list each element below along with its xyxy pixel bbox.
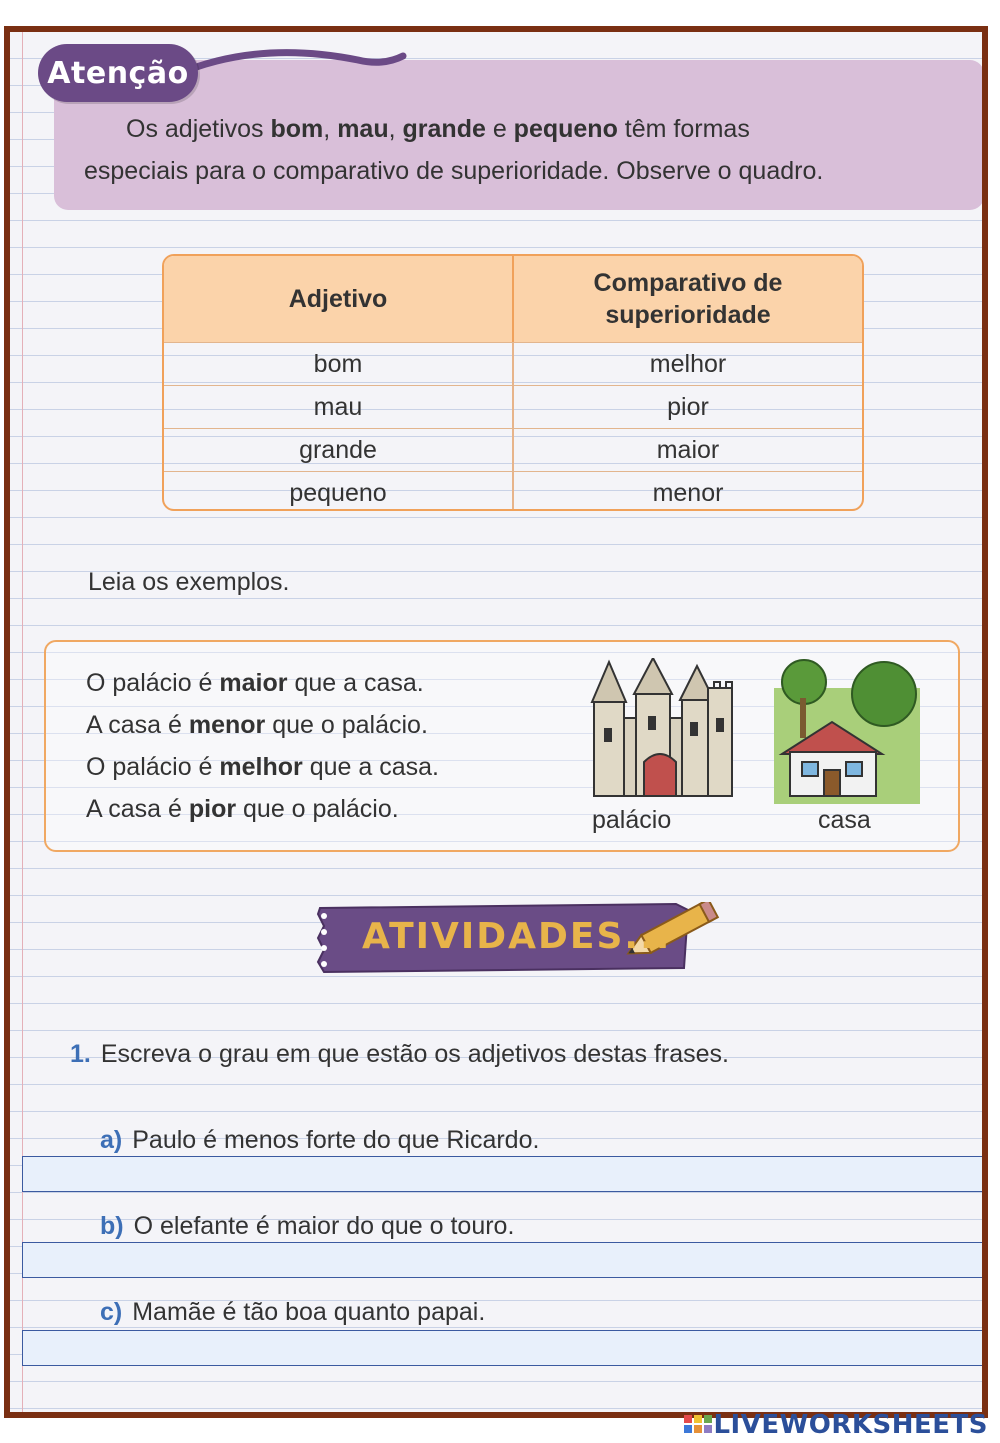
attention-tab	[38, 44, 198, 102]
question-1	[70, 1040, 729, 1069]
answer-field-c[interactable]	[22, 1330, 988, 1366]
table-row	[164, 342, 862, 385]
cell-adjective: grande	[164, 429, 514, 471]
answer-field-a[interactable]	[22, 1156, 988, 1192]
text-span: e	[485, 115, 514, 143]
attention-text	[84, 108, 964, 192]
text-span: que a casa.	[302, 753, 439, 781]
bold-word: melhor	[219, 753, 303, 781]
text-span: A casa é	[86, 711, 189, 739]
example-sentence	[86, 704, 439, 746]
cell-adjective: bom	[164, 343, 514, 385]
example-sentence	[86, 746, 439, 788]
caption-palace: palácio	[592, 806, 672, 834]
cell-comparative: maior	[656, 435, 720, 464]
caption-house: casa	[818, 806, 871, 834]
item-b	[100, 1212, 514, 1241]
bold-word: mau	[337, 115, 389, 143]
margin-line	[22, 32, 23, 1412]
house-illustration	[774, 658, 920, 804]
text-span: têm formas	[617, 115, 750, 143]
cell-comparative: melhor	[649, 349, 727, 378]
table-row	[164, 471, 862, 511]
table-header	[164, 256, 862, 342]
item-letter: b)	[100, 1212, 124, 1240]
cell-comparative: menor	[652, 478, 724, 507]
bold-word: maior	[219, 669, 288, 697]
example-sentence	[86, 788, 439, 830]
table-row	[164, 428, 862, 471]
item-letter: c)	[100, 1298, 123, 1326]
swoosh-decoration	[178, 46, 408, 86]
text-span: ,	[388, 115, 403, 143]
activities-title: ATIVIDADES...	[362, 916, 672, 957]
table-row	[164, 385, 862, 428]
text-span: ,	[323, 115, 338, 143]
header-adjective: Adjetivo	[164, 256, 514, 342]
text-span: Os adjetivos	[126, 115, 271, 143]
bold-word: pequeno	[513, 115, 618, 143]
question-text: Escreva o grau em que estão os adjetivos destas frases.	[100, 1040, 729, 1068]
header-comparative: Comparativo de superioridade	[593, 269, 783, 329]
example-sentences	[86, 662, 439, 830]
comparative-table	[162, 254, 864, 511]
bold-word: bom	[270, 115, 324, 143]
item-a	[100, 1126, 539, 1155]
text-span: O palácio é	[86, 753, 220, 781]
logo-icon	[683, 1413, 713, 1437]
item-c	[100, 1298, 485, 1327]
text-span: que a casa.	[287, 669, 424, 697]
bold-word: grande	[402, 115, 486, 143]
cell-adjective: pequeno	[164, 472, 514, 511]
cell-comparative: pior	[667, 392, 709, 421]
logo-text: LIVEWORKSHEETS	[713, 1410, 988, 1440]
text-span: A casa é	[86, 795, 189, 823]
item-text: Mamãe é tão boa quanto papai.	[132, 1298, 486, 1326]
item-letter: a)	[100, 1126, 123, 1154]
item-text: Paulo é menos forte do que Ricardo.	[132, 1126, 540, 1154]
text-span: O palácio é	[86, 669, 220, 697]
examples-box	[44, 640, 960, 852]
item-text: O elefante é maior do que o touro.	[133, 1212, 515, 1240]
attention-line-2: especiais para o comparativo de superioridade. Observe o quadro.	[84, 157, 824, 185]
answer-field-b[interactable]	[22, 1242, 988, 1278]
intro-text: Leia os exemplos.	[88, 568, 290, 596]
bold-word: menor	[188, 711, 266, 739]
text-span: que o palácio.	[236, 795, 399, 823]
cell-adjective: mau	[164, 386, 514, 428]
example-sentence	[86, 662, 439, 704]
worksheet-page	[4, 26, 988, 1418]
question-number: 1.	[70, 1040, 91, 1068]
palace-illustration	[586, 658, 736, 804]
text-span: que o palácio.	[265, 711, 428, 739]
attention-tab-label: Atenção	[47, 55, 189, 91]
bold-word: pior	[188, 795, 237, 823]
liveworksheets-logo	[683, 1410, 988, 1440]
